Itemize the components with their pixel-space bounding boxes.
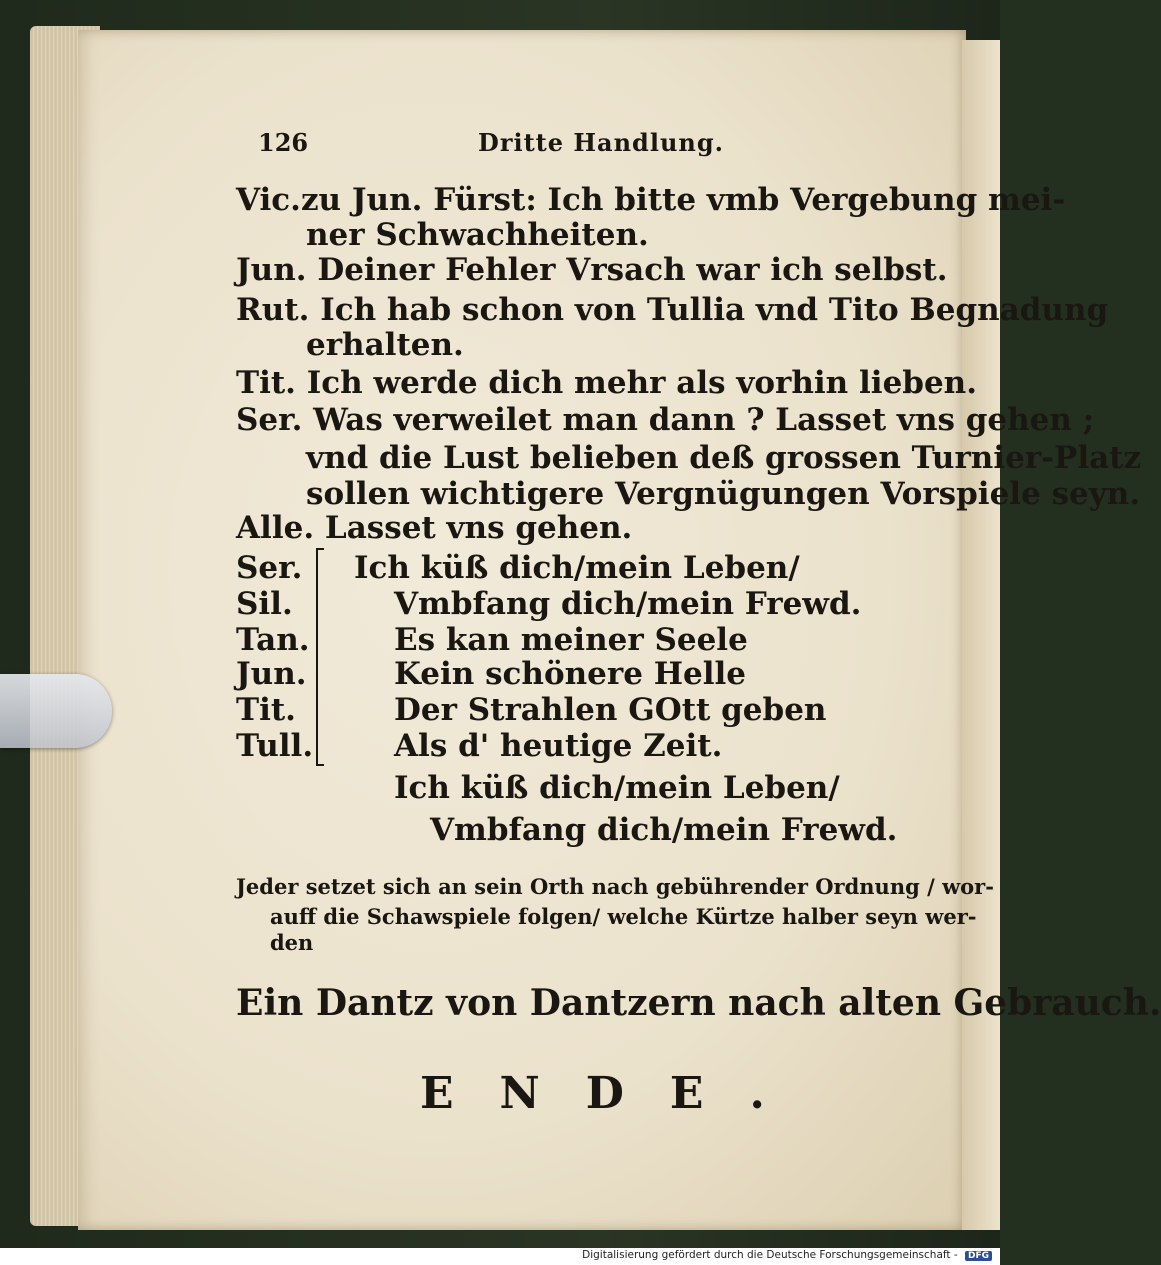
speaker-label: Tit.: [236, 692, 296, 728]
text-line: Jun. Deiner Fehler Vrsach war ich selbst.: [236, 252, 948, 288]
stage-direction-line: Jeder setzet sich an sein Orth nach gebührender Ordnung / wor-: [236, 874, 994, 899]
footer-credit-wrap: [582, 1249, 992, 1261]
verse-line: Ich küß dich/mein Leben/: [394, 770, 840, 806]
verse-line: Es kan meiner Seele: [394, 622, 748, 658]
finis-ende: ENDE.: [420, 1068, 811, 1119]
speaker-label: Tan.: [236, 622, 310, 658]
verse-line: Vmbfang dich/mein Frewd.: [430, 812, 898, 848]
text-line: vnd die Lust belieben deß grossen Turnier-Platz: [306, 440, 1142, 476]
dance-line: Ein Dantz von Dantzern nach alten Gebrauch.: [236, 982, 1161, 1024]
verse-line: Kein schönere Helle: [394, 656, 747, 692]
verse-line: Als d' heutige Zeit.: [394, 728, 723, 764]
speaker-label: Sil.: [236, 586, 293, 622]
text-line: Vic.zu Jun. Fürst: Ich bitte vmb Vergebung mei-: [236, 182, 1066, 218]
verse-line: Vmbfang dich/mein Frewd.: [394, 586, 862, 622]
running-title: Dritte Handlung.: [478, 128, 724, 157]
dfg-logo: DFG: [965, 1251, 992, 1261]
page-number: 126: [258, 128, 309, 157]
stage-direction-line: auff die Schawspiele folgen/ welche Kürtze halber seyn wer-: [270, 904, 977, 929]
text-line: Rut. Ich hab schon von Tullia vnd Tito Begnadung: [236, 292, 1109, 328]
facing-page-edge: [962, 40, 1000, 1230]
plastic-page-clip: [0, 674, 112, 748]
text-line: Ser. Was verweilet man dann ? Lasset vns gehen ;: [236, 402, 1095, 438]
text-line: sollen wichtigere Vergnügungen Vorspiele seyn.: [306, 476, 1141, 512]
speaker-brace: [316, 548, 326, 766]
verse-line: Ich küß dich/mein Leben/: [354, 550, 800, 586]
verse-line: Der Strahlen GOtt geben: [394, 692, 827, 728]
text-line: Alle. Lasset vns gehen.: [236, 510, 633, 546]
footer-credit: Digitalisierung gefördert durch die Deutsche Forschungsgemeinschaft -: [582, 1249, 958, 1261]
text-line: ner Schwachheiten.: [306, 217, 649, 253]
text-line: erhalten.: [306, 327, 464, 363]
page-header: [258, 128, 898, 168]
stage-direction-line: den: [270, 930, 314, 955]
speaker-label: Tull.: [236, 728, 314, 764]
speaker-label: Ser.: [236, 550, 303, 586]
text-line: Tit. Ich werde dich mehr als vorhin lieben.: [236, 365, 978, 401]
footer-bar: [0, 1248, 1000, 1265]
speaker-label: Jun.: [236, 656, 307, 692]
